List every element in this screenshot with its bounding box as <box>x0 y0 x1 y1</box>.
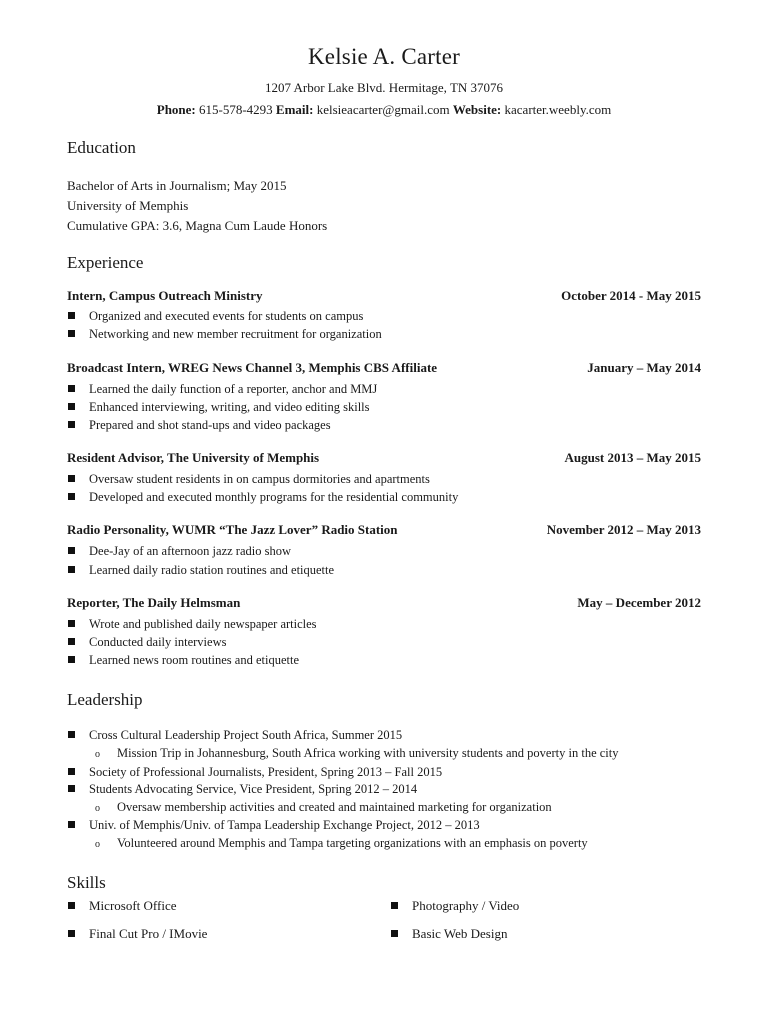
bullet-square-icon <box>68 785 75 792</box>
bullet-square-icon <box>68 566 75 573</box>
job-dates: August 2013 – May 2015 <box>564 450 701 465</box>
skill-item: Photography / Video <box>391 898 519 914</box>
job-bullet: Conducted daily interviews <box>68 635 226 650</box>
job-bullet: Oversaw student residents in on campus dormitories and apartments <box>68 472 430 487</box>
resume-name: Kelsie A. Carter <box>307 44 460 69</box>
bullet-square-icon <box>68 731 75 738</box>
email-label: Email: <box>275 102 314 117</box>
website-label: Website: <box>452 102 502 117</box>
job-dates: November 2012 – May 2013 <box>546 522 701 537</box>
job-bullet: Networking and new member recruitment for organization <box>68 327 382 342</box>
skills-heading: Skills <box>67 873 106 892</box>
bullet-square-icon <box>391 902 398 909</box>
leadership-subitem: o Oversaw membership activities and created and maintained marketing for organization <box>95 800 552 814</box>
phone-value: 615-578-4293 <box>199 102 273 117</box>
job-dates: October 2014 - May 2015 <box>561 288 701 303</box>
website-value: kacarter.weebly.com <box>504 102 612 117</box>
bullet-square-icon <box>68 421 75 428</box>
job-bullet: Learned the daily function of a reporter, anchor and MMJ <box>68 382 377 397</box>
bullet-square-icon <box>68 902 75 909</box>
leadership-item: Cross Cultural Leadership Project South Africa, Summer 2015 <box>68 728 402 743</box>
job-title: Intern, Campus Outreach Ministry <box>67 288 263 303</box>
bullet-square-icon <box>68 403 75 410</box>
bullet-square-icon <box>68 385 75 392</box>
education-school: University of Memphis <box>67 198 189 213</box>
job-bullet: Learned daily radio station routines and etiquette <box>68 563 334 578</box>
job-bullet: Wrote and published daily newspaper articles <box>68 617 317 632</box>
bullet-square-icon <box>68 821 75 828</box>
bullet-square-icon <box>68 638 75 645</box>
leadership-item: Students Advocating Service, Vice President, Spring 2012 – 2014 <box>68 782 417 797</box>
contact-line <box>0 102 768 118</box>
bullet-circle-icon: o <box>95 749 100 760</box>
bullet-square-icon <box>68 493 75 500</box>
skill-item: Final Cut Pro / IMovie <box>68 926 207 942</box>
job-bullet: Organized and executed events for students on campus <box>68 309 363 324</box>
bullet-square-icon <box>68 330 75 337</box>
phone-label: Phone: <box>156 102 196 117</box>
bullet-square-icon <box>68 312 75 319</box>
bullet-square-icon <box>68 656 75 663</box>
email-value: kelsieacarter@gmail.com <box>316 102 450 117</box>
bullet-square-icon <box>68 475 75 482</box>
bullet-square-icon <box>68 768 75 775</box>
skill-item: Microsoft Office <box>68 898 176 914</box>
education-heading: Education <box>67 138 136 157</box>
education-degree: Bachelor of Arts in Journalism; May 2015 <box>67 178 287 193</box>
education-gpa: Cumulative GPA: 3.6, Magna Cum Laude Honors <box>67 218 328 233</box>
job-bullet: Enhanced interviewing, writing, and video editing skills <box>68 400 370 415</box>
bullet-square-icon <box>68 620 75 627</box>
job-bullet: Developed and executed monthly programs for the residential community <box>68 490 458 505</box>
experience-heading: Experience <box>67 253 144 272</box>
bullet-circle-icon: o <box>95 839 100 850</box>
job-bullet: Learned news room routines and etiquette <box>68 653 299 668</box>
leadership-subitem: o Volunteered around Memphis and Tampa targeting organizations with an emphasis on poverty <box>95 836 588 850</box>
leadership-item: Society of Professional Journalists, President, Spring 2013 – Fall 2015 <box>68 765 442 780</box>
bullet-square-icon <box>68 930 75 937</box>
job-bullet: Dee-Jay of an afternoon jazz radio show <box>68 544 291 559</box>
address: 1207 Arbor Lake Blvd. Hermitage, TN 37076 <box>264 80 504 95</box>
job-bullet: Prepared and shot stand-ups and video packages <box>68 418 331 433</box>
bullet-square-icon <box>68 547 75 554</box>
leadership-subitem: o Mission Trip in Johannesburg, South Africa working with university students and poverty in the city <box>95 746 619 760</box>
job-dates: January – May 2014 <box>587 360 701 375</box>
job-dates: May – December 2012 <box>577 595 701 610</box>
leadership-item: Univ. of Memphis/Univ. of Tampa Leadership Exchange Project, 2012 – 2013 <box>68 818 480 833</box>
bullet-square-icon <box>391 930 398 937</box>
leadership-heading: Leadership <box>67 690 143 709</box>
job-title: Radio Personality, WUMR “The Jazz Lover” Radio Station <box>67 522 398 537</box>
job-title: Reporter, The Daily Helmsman <box>67 595 241 610</box>
job-title: Broadcast Intern, WREG News Channel 3, Memphis CBS Affiliate <box>67 360 438 375</box>
bullet-circle-icon: o <box>95 803 100 814</box>
job-title: Resident Advisor, The University of Memphis <box>67 450 320 465</box>
skill-item: Basic Web Design <box>391 926 507 942</box>
